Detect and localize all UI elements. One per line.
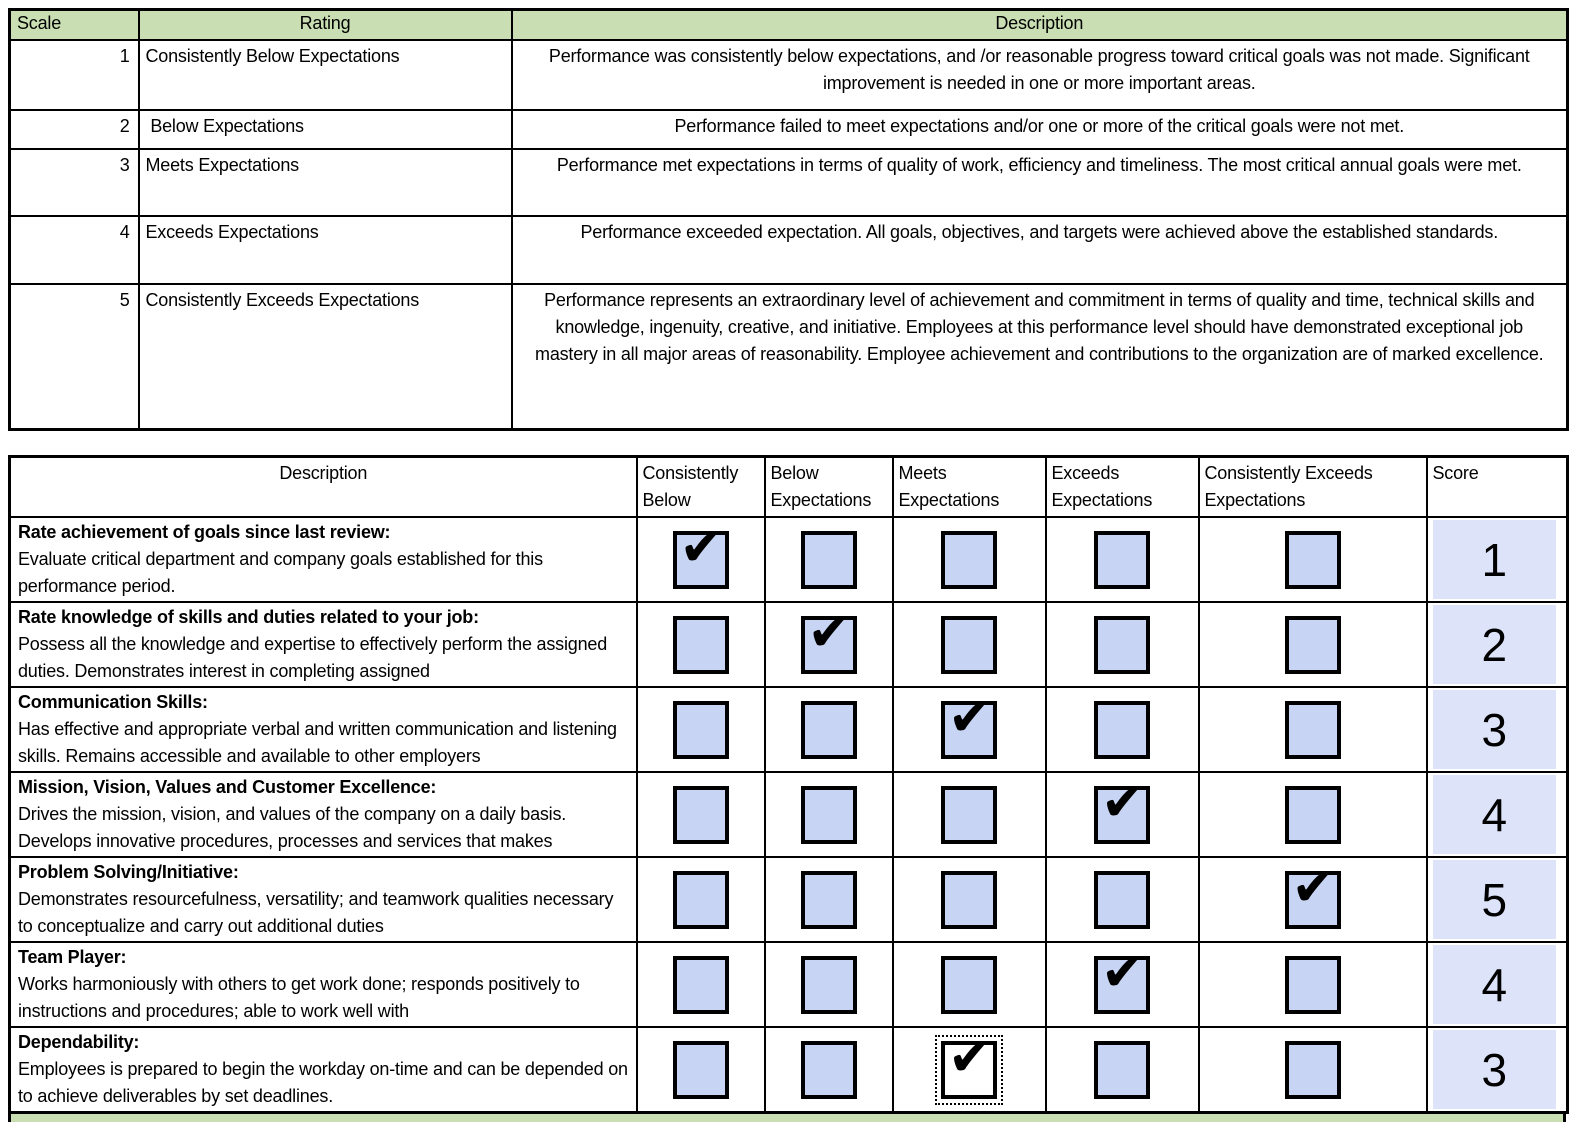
checkbox[interactable] (1094, 871, 1150, 929)
checkmark-icon: ✔ (807, 602, 851, 663)
consistently-below-header: Consistently Below (637, 457, 765, 518)
criteria-rating-table (8, 455, 1569, 1114)
description-column-header: Description (512, 10, 1568, 40)
criteria-table-header-row (10, 457, 1568, 518)
checkmark-icon: ✔ (948, 687, 992, 748)
rating-label: Exceeds Expectations (139, 216, 512, 284)
scale-table-row (10, 216, 1568, 284)
checkmark-icon: ✔ (1101, 942, 1145, 1003)
checkbox[interactable] (801, 871, 857, 929)
score-cell (1427, 942, 1568, 1027)
checkbox[interactable] (1094, 1041, 1150, 1099)
rating-label: Consistently Exceeds Expectations (139, 284, 512, 430)
exceeds-expectations-cell (1046, 602, 1199, 687)
below-expectations-cell (765, 857, 893, 942)
score-cell (1427, 602, 1568, 687)
criteria-body-text: Employees is prepared to begin the workday on-time and can be depended on to achieve deliverables by set deadlines. (18, 1059, 628, 1106)
consistently-below-cell (637, 1027, 765, 1113)
consistently-exceeds-cell (1199, 942, 1427, 1027)
criteria-description-cell (10, 602, 637, 687)
checkbox[interactable] (673, 517, 729, 589)
checkbox[interactable] (941, 1027, 997, 1099)
checkbox[interactable] (801, 956, 857, 1014)
checkbox[interactable] (801, 786, 857, 844)
criteria-title: Rate achievement of goals since last review: (18, 522, 391, 542)
scale-value: 3 (10, 149, 139, 216)
checkbox[interactable] (1285, 616, 1341, 674)
checkbox[interactable] (801, 701, 857, 759)
criteria-body-text: Evaluate critical department and company goals established for this performance period. (18, 549, 543, 596)
consistently-below-cell (637, 772, 765, 857)
rating-description: Performance represents an extraordinary level of achievement and commitment in terms of quality and time, technical skills and knowledge, ingenuity, creative, and initiative. Employees at this performance level should have demonstrated exceptional job mastery in all major areas of reasonability. Employee achievement and contributions to the organization are of marked excellence. (512, 284, 1568, 430)
criteria-body-text: Works harmoniously with others to get work done; responds positively to instructions and procedures; able to work well with (18, 974, 580, 1021)
below-expectations-cell (765, 687, 893, 772)
checkmark-icon: ✔ (948, 1027, 992, 1088)
score-value: 2 (1433, 605, 1557, 684)
checkbox[interactable] (1094, 531, 1150, 589)
rating-column-header: Rating (139, 10, 512, 40)
checkbox[interactable] (673, 616, 729, 674)
checkbox[interactable] (1285, 956, 1341, 1014)
meets-expectations-cell (893, 772, 1046, 857)
rating-label: Consistently Below Expectations (139, 40, 512, 110)
score-value: 3 (1433, 1030, 1557, 1109)
scale-value: 5 (10, 284, 139, 430)
score-value: 1 (1433, 520, 1557, 599)
scale-column-header: Scale (10, 10, 139, 40)
consistently-below-cell (637, 857, 765, 942)
rating-description: Performance exceeded expectation. All goals, objectives, and targets were achieved above the established standards. (512, 216, 1568, 284)
criteria-row (10, 602, 1568, 687)
score-value: 5 (1433, 860, 1557, 939)
below-expectations-cell (765, 1027, 893, 1113)
checkbox[interactable] (941, 531, 997, 589)
consistently-below-cell (637, 517, 765, 602)
meets-expectations-cell (893, 602, 1046, 687)
checkbox[interactable] (941, 786, 997, 844)
checkbox[interactable] (1285, 701, 1341, 759)
criteria-title: Dependability: (18, 1032, 140, 1052)
exceeds-expectations-cell (1046, 687, 1199, 772)
criteria-description-cell (10, 1027, 637, 1113)
checkbox[interactable] (1285, 786, 1341, 844)
checkbox[interactable] (941, 616, 997, 674)
meets-expectations-header: Meets Expectations (893, 457, 1046, 518)
consistently-exceeds-header: Consistently Exceeds Expectations (1199, 457, 1427, 518)
exceeds-expectations-cell (1046, 857, 1199, 942)
meets-expectations-cell (893, 1027, 1046, 1113)
exceeds-expectations-cell (1046, 1027, 1199, 1113)
rating-scale-table (8, 8, 1569, 431)
consistently-below-cell (637, 687, 765, 772)
consistently-exceeds-cell (1199, 602, 1427, 687)
scale-table-header-row (10, 10, 1568, 40)
consistently-exceeds-cell (1199, 1027, 1427, 1113)
criteria-row (10, 942, 1568, 1027)
criteria-title: Team Player: (18, 947, 127, 967)
consistently-exceeds-cell (1199, 857, 1427, 942)
scale-value: 2 (10, 110, 139, 149)
checkbox[interactable] (801, 1041, 857, 1099)
checkmark-icon: ✔ (1291, 857, 1335, 918)
criteria-title: Communication Skills: (18, 692, 208, 712)
criteria-title: Rate knowledge of skills and duties related to your job: (18, 607, 479, 627)
exceeds-expectations-cell (1046, 517, 1199, 602)
criteria-description-header: Description (10, 457, 637, 518)
checkbox[interactable] (801, 602, 857, 674)
meets-expectations-cell (893, 517, 1046, 602)
checkbox[interactable] (941, 871, 997, 929)
score-cell (1427, 1027, 1568, 1113)
checkbox[interactable] (1094, 942, 1150, 1014)
score-header: Score (1427, 457, 1568, 518)
exceeds-expectations-header: Exceeds Expectations (1046, 457, 1199, 518)
next-section-header-partial (8, 1114, 1566, 1122)
scale-value: 4 (10, 216, 139, 284)
score-cell (1427, 687, 1568, 772)
score-cell (1427, 517, 1568, 602)
exceeds-expectations-cell (1046, 942, 1199, 1027)
checkbox[interactable] (941, 687, 997, 759)
checkbox[interactable] (673, 871, 729, 929)
below-expectations-cell (765, 772, 893, 857)
consistently-below-cell (637, 602, 765, 687)
criteria-body-text: Has effective and appropriate verbal and written communication and listening skills. Remains accessible and available to other employers (18, 719, 617, 766)
criteria-row (10, 1027, 1568, 1113)
checkbox[interactable] (673, 956, 729, 1014)
exceeds-expectations-cell (1046, 772, 1199, 857)
criteria-description-cell (10, 942, 637, 1027)
checkbox[interactable] (673, 701, 729, 759)
score-cell (1427, 772, 1568, 857)
scale-table-row (10, 149, 1568, 216)
checkbox[interactable] (801, 531, 857, 589)
scale-table-row (10, 40, 1568, 110)
checkbox[interactable] (1285, 1041, 1341, 1099)
meets-expectations-cell (893, 942, 1046, 1027)
scale-value: 1 (10, 40, 139, 110)
consistently-exceeds-cell (1199, 772, 1427, 857)
checkbox[interactable] (673, 786, 729, 844)
checkbox[interactable] (1094, 701, 1150, 759)
criteria-body-text: Demonstrates resourcefulness, versatility; and teamwork qualities necessary to conceptualize and carry out additional duties (18, 889, 614, 936)
score-value: 3 (1433, 690, 1557, 769)
consistently-exceeds-cell (1199, 517, 1427, 602)
rating-description: Performance was consistently below expectations, and /or reasonable progress toward critical goals was not made. Significant improvement is needed in one or more important areas. (512, 40, 1568, 110)
score-value: 4 (1433, 945, 1557, 1024)
below-expectations-cell (765, 602, 893, 687)
criteria-row (10, 772, 1568, 857)
criteria-row (10, 687, 1568, 772)
rating-label: Below Expectations (139, 110, 512, 149)
criteria-description-cell (10, 517, 637, 602)
criteria-title: Mission, Vision, Values and Customer Excellence: (18, 777, 437, 797)
criteria-description-cell (10, 857, 637, 942)
criteria-row (10, 857, 1568, 942)
criteria-title: Problem Solving/Initiative: (18, 862, 239, 882)
below-expectations-header: Below Expectations (765, 457, 893, 518)
consistently-below-cell (637, 942, 765, 1027)
criteria-row (10, 517, 1568, 602)
checkbox[interactable] (1094, 616, 1150, 674)
criteria-description-cell (10, 687, 637, 772)
criteria-body-text: Possess all the knowledge and expertise to effectively perform the assigned duties. Demonstrates interest in completing assigned (18, 634, 608, 681)
rating-description: Performance met expectations in terms of quality of work, efficiency and timeliness. The most critical annual goals were met. (512, 149, 1568, 216)
checkmark-icon: ✔ (1101, 772, 1145, 833)
below-expectations-cell (765, 942, 893, 1027)
checkmark-icon: ✔ (679, 517, 723, 578)
rating-description: Performance failed to meet expectations and/or one or more of the critical goals were not met. (512, 110, 1568, 149)
meets-expectations-cell (893, 857, 1046, 942)
scale-table-row (10, 284, 1568, 430)
checkbox[interactable] (1094, 772, 1150, 844)
scale-table-row (10, 110, 1568, 149)
criteria-description-cell (10, 772, 637, 857)
rating-label: Meets Expectations (139, 149, 512, 216)
score-cell (1427, 857, 1568, 942)
checkbox[interactable] (941, 956, 997, 1014)
below-expectations-cell (765, 517, 893, 602)
checkbox[interactable] (673, 1041, 729, 1099)
criteria-body-text: Drives the mission, vision, and values of the company on a daily basis. Develops innovative procedures, processes and services that makes (18, 804, 567, 851)
meets-expectations-cell (893, 687, 1046, 772)
checkbox[interactable] (1285, 531, 1341, 589)
checkbox[interactable] (1285, 857, 1341, 929)
consistently-exceeds-cell (1199, 687, 1427, 772)
score-value: 4 (1433, 775, 1557, 854)
